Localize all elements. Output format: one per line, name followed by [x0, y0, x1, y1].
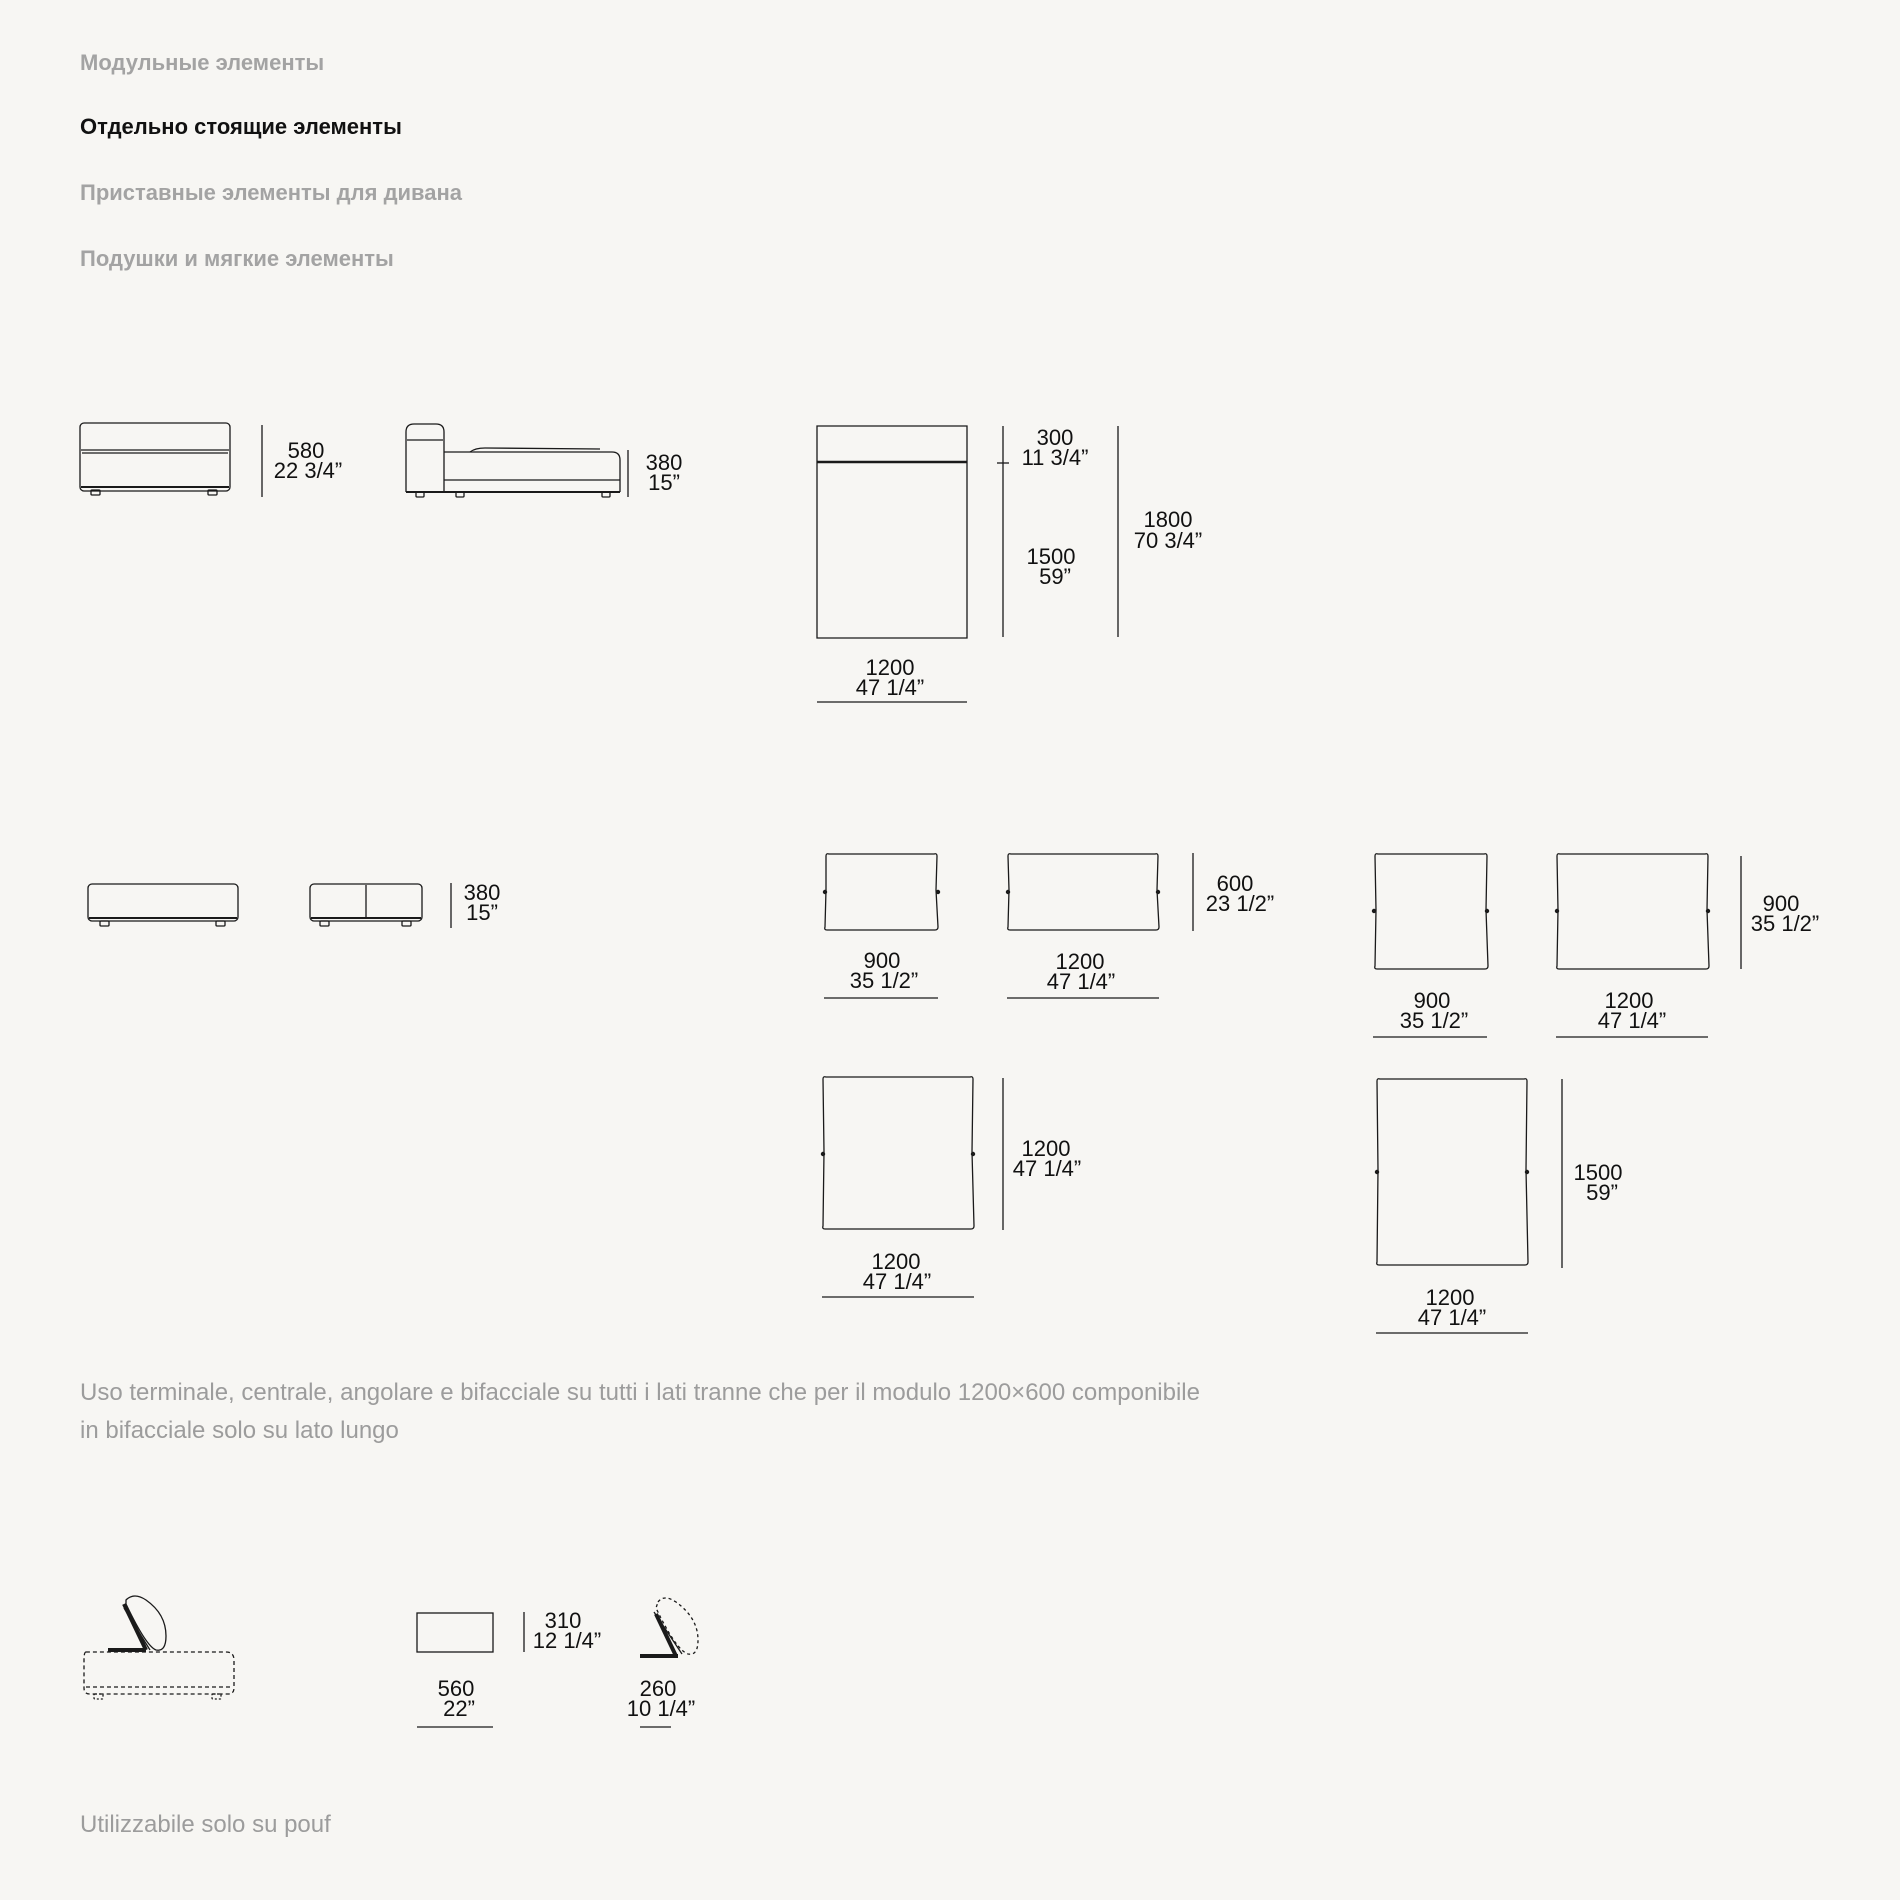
chaise-height-in: 15”: [648, 470, 680, 495]
pouf-1200x1200-height-in: 47 1/4”: [1012, 1156, 1082, 1181]
chaise-side-drawing: [406, 424, 620, 497]
usage-note: [80, 1374, 1200, 1450]
pouf-long-side-drawing: [88, 884, 238, 926]
pouf-1200x1500-width-in: 47 1/4”: [1417, 1305, 1487, 1330]
cushion-plan-drawing: [417, 1613, 493, 1652]
pouf-1200x900-width-mm: 1200: [1604, 988, 1654, 1013]
daybed-plan-drawing: [817, 426, 967, 638]
backrest-side-drawing: [640, 1598, 698, 1656]
pouf-1200x900-width-in: 47 1/4”: [1597, 1008, 1667, 1033]
daybed-back-mm: 300: [1036, 425, 1074, 450]
pouf-1200x1500-height-mm: 1500: [1573, 1160, 1623, 1185]
nav-item-freestanding[interactable]: Отдельно стоящие элементы: [80, 114, 402, 139]
pouf-1200x1200-width-mm: 1200: [871, 1249, 921, 1274]
backrest-depth-in: 10 1/4”: [626, 1696, 696, 1721]
pouf-1200x600-width-in: 47 1/4”: [1046, 969, 1116, 994]
pouf-900-height-in: 35 1/2”: [1750, 911, 1820, 936]
pouf-only-note: [80, 1806, 331, 1844]
pouf-1200x1200-height-mm: 1200: [1021, 1136, 1071, 1161]
pouf-height-in: 15”: [466, 900, 498, 925]
usage-note-line-1: Uso terminale, centrale, angolare e bifacciale su tutti i lati tranne che per il modulo 1200×600 componibile: [80, 1379, 1200, 1406]
backrest-on-pouf-drawing: [84, 1596, 234, 1699]
sofa-height-in: 22 3/4”: [273, 458, 343, 483]
nav-item-sofa-addons[interactable]: Приставные элементы для дивана: [80, 180, 463, 205]
pouf-height-mm: 380: [463, 880, 501, 905]
pouf-900x600-width-in: 35 1/2”: [849, 968, 919, 993]
pouf-900x900-width-mm: 900: [1413, 988, 1451, 1013]
pouf-1200x900-plan: [1555, 854, 1710, 969]
daybed-seat-mm: 1500: [1026, 544, 1076, 569]
cushion-width-in: 22”: [443, 1696, 475, 1721]
pouf-1200x600-plan: [1006, 854, 1160, 930]
pouf-short-side-drawing: [310, 884, 422, 926]
pouf-900x600-width-mm: 900: [863, 948, 901, 973]
pouf-600-height-mm: 600: [1216, 871, 1254, 896]
daybed-seat-in: 59”: [1039, 564, 1071, 589]
pouf-1200x1200-plan: [821, 1077, 975, 1229]
pouf-1200x600-width-mm: 1200: [1055, 949, 1105, 974]
daybed-total-in: 70 3/4”: [1133, 528, 1203, 553]
nav-item-modular[interactable]: Модульные элементы: [80, 50, 325, 75]
cushion-height-mm: 310: [544, 1608, 582, 1633]
pouf-1200x1500-plan: [1375, 1079, 1529, 1265]
pouf-900x900-plan: [1372, 854, 1489, 969]
pouf-only-note-text: Utilizzabile solo su pouf: [80, 1811, 331, 1838]
pouf-1200x1500-width-mm: 1200: [1425, 1285, 1475, 1310]
sofa-height-mm: 580: [287, 438, 325, 463]
backrest-depth-mm: 260: [639, 1676, 677, 1701]
pouf-900x600-plan: [823, 854, 940, 930]
chaise-height-mm: 380: [645, 450, 683, 475]
nav-item-cushions[interactable]: Подушки и мягкие элементы: [80, 246, 394, 271]
cushion-height-in: 12 1/4”: [532, 1628, 602, 1653]
daybed-back-in: 11 3/4”: [1021, 445, 1089, 470]
pouf-1200x1200-width-in: 47 1/4”: [862, 1269, 932, 1294]
daybed-width-in: 47 1/4”: [855, 675, 925, 700]
pouf-600-height-in: 23 1/2”: [1205, 891, 1275, 916]
pouf-900x900-width-in: 35 1/2”: [1399, 1008, 1469, 1033]
usage-note-line-2: in bifacciale solo su lato lungo: [80, 1417, 399, 1444]
sofa-side-drawing: [80, 423, 230, 495]
daybed-width-mm: 1200: [865, 655, 915, 680]
cushion-width-mm: 560: [437, 1676, 475, 1701]
pouf-900-height-mm: 900: [1762, 891, 1800, 916]
pouf-1200x1500-height-in: 59”: [1586, 1180, 1618, 1205]
daybed-total-mm: 1800: [1143, 507, 1193, 532]
